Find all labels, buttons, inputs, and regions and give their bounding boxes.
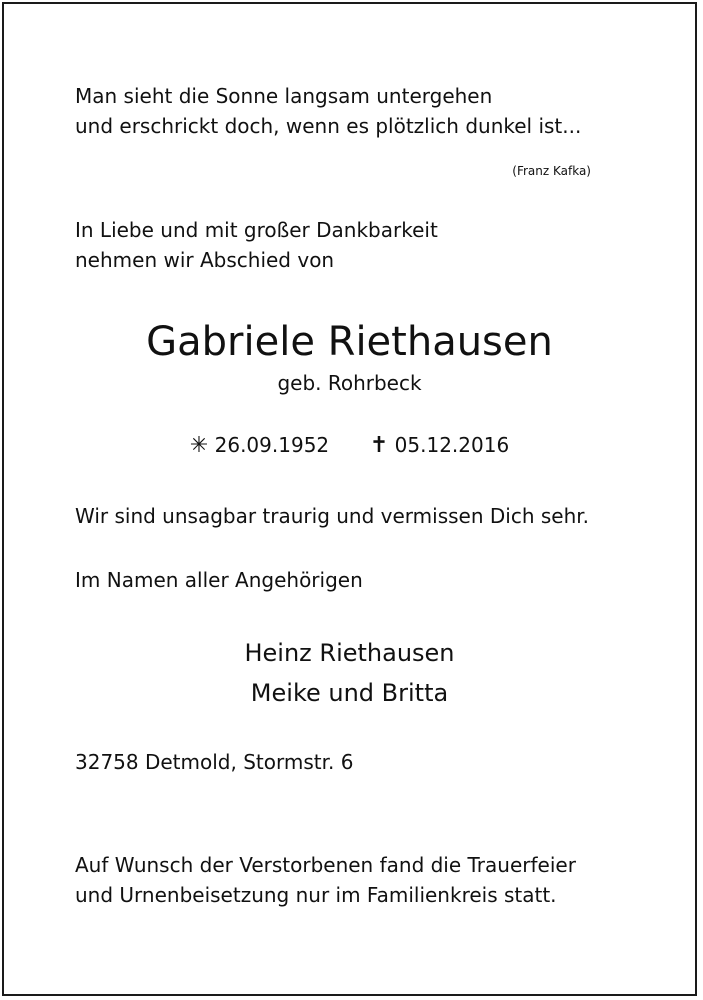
quote-line-2: und erschrickt doch, wenn es plötzlich dunkel ist...	[75, 114, 582, 138]
deceased-name: Gabriele Riethausen	[146, 319, 553, 365]
on-behalf: Im Namen aller Angehörigen	[75, 568, 363, 592]
life-dates	[4, 430, 695, 461]
intro-line-2: nehmen wir Abschied von	[75, 248, 335, 272]
notice-line-2: und Urnenbeisetzung nur im Familienkreis statt.	[75, 883, 557, 907]
mourner-2: Meike und Britta	[250, 679, 449, 707]
death-date: 05.12.2016	[394, 433, 510, 457]
intro-line-1: In Liebe und mit großer Dankbarkeit	[75, 218, 438, 242]
address: 32758 Detmold, Stormstr. 6	[75, 750, 354, 774]
message: Wir sind unsagbar traurig und vermissen Dich sehr.	[75, 504, 590, 528]
obituary-notice	[2, 2, 697, 996]
birth-date: 26.09.1952	[214, 433, 330, 457]
maiden-name: geb. Rohrbeck	[277, 371, 422, 395]
notice-line-1: Auf Wunsch der Verstorbenen fand die Trauerfeier	[75, 853, 576, 877]
quote-line-1: Man sieht die Sonne langsam untergehen	[75, 84, 493, 108]
quote-author: (Franz Kafka)	[512, 164, 591, 178]
death-cross-icon: ✝	[369, 433, 389, 458]
mourner-1: Heinz Riethausen	[244, 639, 455, 667]
birth-star-icon: ✳	[189, 433, 209, 458]
